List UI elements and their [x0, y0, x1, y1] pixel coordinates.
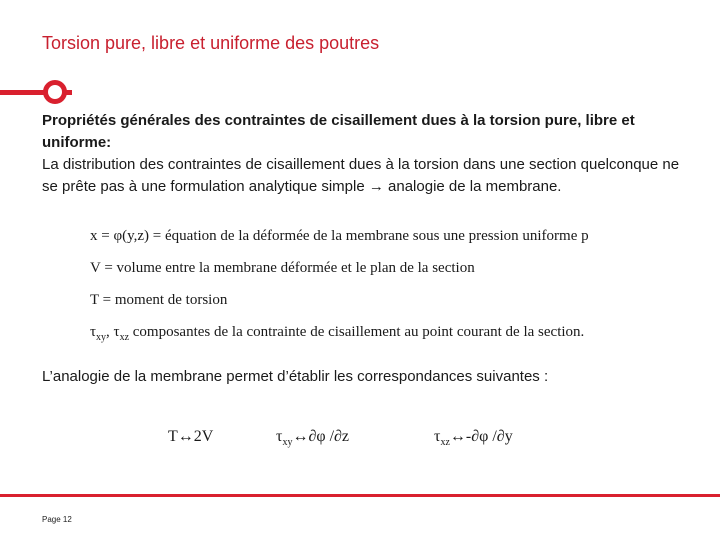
- definition-symbol: x = φ(y,z): [90, 228, 150, 244]
- definition-symbol: , τ: [106, 324, 120, 340]
- definition-text: = équation de la déformée de la membrane sous une pression uniforme p: [149, 228, 589, 244]
- intro-paragraph: La distribution des contraintes de cisaillement dues à la torsion dans une section quelconque ne se prête pas à une formulation analytique simple → analogie de la membrane.: [42, 156, 680, 195]
- definition-symbol: V: [90, 260, 101, 276]
- definition-item: [90, 322, 650, 354]
- accent-circle-icon: [43, 80, 67, 104]
- definition-subscript: xz: [119, 332, 130, 343]
- definition-item: [90, 226, 650, 258]
- definitions-list: [90, 226, 650, 354]
- slide-title: Torsion pure, libre et uniforme des poutres: [42, 33, 380, 53]
- formula-subscript: xz: [440, 437, 450, 449]
- formula-text: ↔-∂φ /∂y: [449, 428, 513, 445]
- definition-item: [90, 258, 650, 290]
- definition-text: composantes de la contrainte de cisaillement au point courant de la section.: [129, 324, 585, 340]
- formula-symbol: τ: [276, 428, 283, 445]
- analogy-text: L’analogie de la membrane permet d’établir les correspondances suivantes :: [42, 368, 549, 385]
- section-heading: Propriétés générales des contraintes de cisaillement dues à la torsion pure, libre et uniforme:: [42, 112, 635, 151]
- formula-text: ↔∂φ /∂z: [292, 428, 350, 445]
- formula-subscript: xy: [282, 437, 293, 449]
- footer-divider: [0, 494, 720, 497]
- definition-item: [90, 290, 650, 322]
- definition-symbol: τ: [90, 324, 97, 340]
- definition-subscript: xy: [96, 332, 107, 343]
- definition-text: = moment de torsion: [98, 292, 228, 308]
- formula-symbol: τ: [434, 428, 441, 445]
- body-text: [42, 110, 682, 198]
- definition-symbol: T: [90, 292, 99, 308]
- formula-tau-xy: [276, 428, 349, 448]
- formula-tau-xz: [434, 428, 513, 448]
- formula-torque: T↔2V: [168, 428, 214, 445]
- page-number: Page 12: [42, 515, 72, 524]
- definition-text: = volume entre la membrane déformée et le plan de la section: [100, 260, 475, 276]
